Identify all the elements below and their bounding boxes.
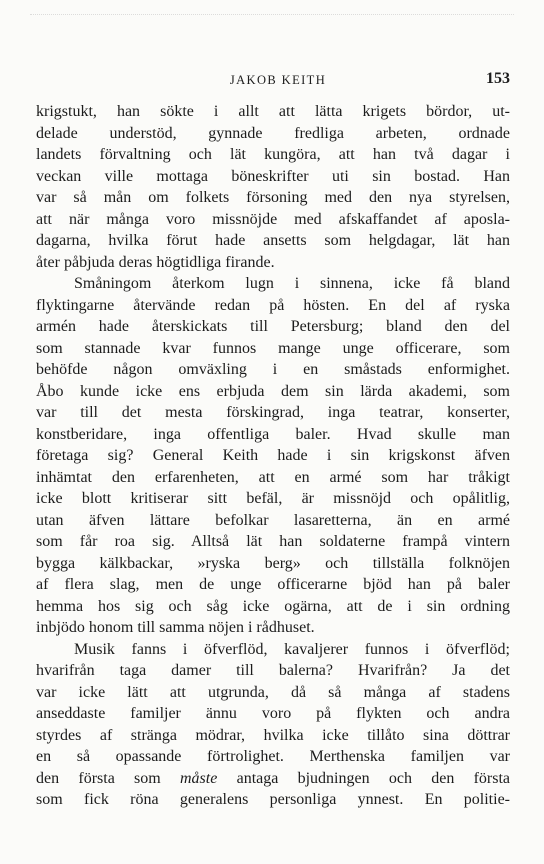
text-line: dagarna, hvilka förut hade ansetts som helgdagar, lät han	[36, 232, 510, 249]
text-line: var så mån om folkets försoning med den nya styrelsen,	[36, 189, 510, 206]
text-line: styrdes af stränga mödrar, hvilka icke tillåto sina döttrar	[36, 726, 510, 744]
text-line: företaga sig? General Keith hade i sin krigskonst äfven	[36, 447, 510, 464]
paragraph-start-line: Musik fanns i öfverflöd, kavaljerer funnos i öfverflöd;	[74, 640, 510, 658]
page-number: 153	[486, 70, 510, 87]
text-line: af flera slag, men de unge officerarne bjöd han på baler	[36, 576, 510, 593]
text-line: veckan ville mottaga böneskrifter uti sin bostad. Han	[36, 167, 510, 185]
text-line-with-emphasis	[36, 768, 510, 790]
text-line: bygga kälkbackar, »ryska berg» och tillställa folknöjen	[36, 554, 510, 572]
text-line: Åbo kunde icke ens erbjuda dem sin lärda akademi, som	[36, 382, 510, 400]
text-line: hemma hos sig och såg icke ogärna, att de i sin ordning	[36, 597, 510, 615]
paragraph-end-line: inbjödo honom till samma nöjen i rådhuset.	[36, 619, 315, 636]
emphasized-word: måste	[180, 769, 218, 787]
running-title: JAKOB KEITH	[229, 73, 327, 87]
text-line: hvarifrån taga damer till balerna? Hvarifrån? Ja det	[36, 662, 510, 679]
text-line: flyktingarne återvände redan på hösten. En del af ryska	[36, 296, 510, 314]
text-line: som får roa sig. Alltså lät han soldaterne frampå vintern	[36, 533, 510, 550]
text-line: behöfde någon omväxling i en småstads enformighet.	[36, 361, 510, 378]
text-line: en så opassande förtrolighet. Merthenska familjen var	[36, 748, 510, 765]
text-line: utan äfven lättare befolkar lasaretterna, än en armé	[36, 511, 510, 529]
text-segment: antaga bjudningen och den första	[217, 769, 510, 787]
text-line: var icke lätt att utgrunda, då så många af stadens	[36, 683, 510, 701]
text-line: var till det mesta förskingrad, inga teatrar, konserter,	[36, 404, 510, 421]
text-line: att när många voro missnöjde med afskaffandet af aposla-	[36, 210, 510, 228]
text-line: armén hade återskickats till Petersburg; bland den del	[36, 318, 510, 335]
page-header	[36, 70, 510, 94]
text-line: inhämtat den erfarenheten, att en armé som har tråkigt	[36, 468, 510, 486]
text-segment: den första som	[36, 769, 180, 787]
text-line: delade understöd, gynnade fredliga arbeten, ordnade	[36, 124, 510, 142]
body-text	[36, 101, 510, 811]
text-line: anseddaste familjer ännu voro på flykten och andra	[36, 705, 510, 722]
top-edge-rule	[30, 14, 514, 21]
paragraph-start-line: Småningom återkom lugn i sinnena, icke få bland	[74, 275, 510, 292]
text-line: konstberidare, inga offentliga baler. Hvad skulle man	[36, 425, 510, 443]
text-line: krigstukt, han sökte i allt att lätta krigets bördor, ut-	[36, 103, 510, 120]
text-line: som fick röna generalens personliga ynnest. En politie-	[36, 791, 510, 808]
text-line: landets förvaltning och lät kungöra, att han två dagar i	[36, 146, 510, 163]
paragraph-end-line: åter påbjuda deras högtidliga firande.	[36, 253, 275, 271]
text-line: som stannade kvar funnos mange unge officerare, som	[36, 339, 510, 357]
text-line: icke blott kritiserar sitt befäl, är missnöjd och opålitlig,	[36, 490, 510, 507]
